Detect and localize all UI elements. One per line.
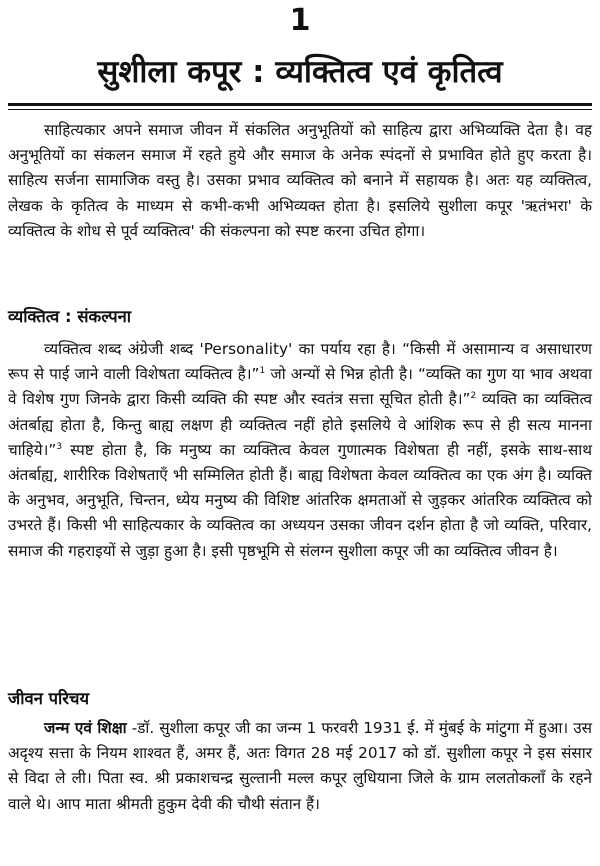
personality-paragraph <box>8 337 592 564</box>
birth-education-lead: जन्म एवं शिक्षा <box>44 719 127 737</box>
footnote-ref-2: 2 <box>470 391 477 402</box>
title-rule-thick <box>8 103 592 106</box>
birth-education-text: -डॉ. सुशीला कपूर जी का जन्म 1 फरवरी 1931 ई. में मुंबई के मांटुगा में हुआ। उस अदृश्य सत्ता के नियम शाश्वत हैं, अमर हैं, अतः विगत 28 मई 2017 को डॉ. सुशीला कपूर ने इस संसार से विदा ले ली। पिता स्व. श्री प्रकाशचन्द्र सुल्तानी मल्ल कपूर लुधियाना जिले के ग्राम ललतोकलाँ के रहने वाले थे। आप माता श्रीमती हुकुम देवी की चौथी संतान हैं। <box>8 719 592 813</box>
chapter-number: 1 <box>289 3 311 38</box>
footnote-ref-3: 3 <box>56 441 63 452</box>
chapter-title: सुशीला कपूर : व्यक्तित्व एवं कृतित्व <box>97 54 503 90</box>
personality-text-part3: व्यक्ति का व्यक्तित्व अंतर्बाह्य होता है, किन्तु बाह्य लक्षण ही व्यक्तित्व नहीं होते इसलिये वे आंशिक रूप से ही सत्य मानना चाहिये।” <box>8 390 592 459</box>
section-heading-personality-concept: व्यक्तित्व : संकल्पना <box>8 307 132 326</box>
title-rule-thin <box>8 109 592 110</box>
footnote-ref-1: 1 <box>259 366 266 377</box>
personality-text-part2: जो अन्यों से भिन्न होती है। “व्यक्ति का गुण या भाव अथवा वे विशेष गुण जिनके द्वारा किसी व्यक्ति की स्पष्ट और स्वतंत्र सत्ता सूचित होती है।” <box>8 365 592 409</box>
personality-text-part4: स्पष्ट होता है, कि मनुष्य का व्यक्तित्व केवल गुणात्मक विशेषता ही नहीं, इसके साथ-साथ अंतर्बाह्य, शारीरिक विशेषताएँ भी सम्मिलित होती हैं। बाह्य विशेषता केवल व्यक्तित्व का एक अंग है। व्यक्ति के अनुभव, अनुभूति, चिन्तन, ध्येय मनुष्य की विशिष्ट आंतरिक क्षमताओं से जुड़कर आंतरिक व्यक्तित्व को उभरते हैं। किसी भी साहित्यकार के व्यक्तित्व का अध्ययन उसका जीवन दर्शन होता है जो व्यक्ति, परिवार, समाज की गहराइयों से जुड़ा हुआ है। इसी पृष्ठभूमि से संलग्न सुशीला कपूर जी का व्यक्तित्व जीवन है। <box>8 440 592 560</box>
birth-education-paragraph <box>8 716 592 817</box>
personality-text-part1: व्यक्तित्व शब्द अंग्रेजी शब्द 'Personality' का पर्याय रहा है। “किसी में असामान्य व असाधारण रूप से पाई जाने वाली विशेषता व्यक्तित्व है।” <box>8 340 592 384</box>
intro-paragraph: साहित्यकार अपने समाज जीवन में संकलित अनुभूतियों को साहित्य द्वारा अभिव्यक्ति देता है। वह अनुभूतियों का संकलन समाज में रहते हुये और समाज के अनेक स्पंदनों से प्रभावित होते हुए करता है। साहित्य सर्जना सामाजिक वस्तु है। उसका प्रभाव व्यक्तित्व को बनाने में सहायक है। अतः यह व्यक्तित्व, लेखक के कृतित्व के माध्यम से कभी-कभी अभिव्यक्त होता है। इसलिये सुशीला कपूर 'ऋतंभरा' के व्यक्तित्व के शोध से पूर्व व्यक्तित्व' की संकल्पना को स्पष्ट करना उचित होगा। <box>8 121 592 240</box>
section-heading-life-intro: जीवन परिचय <box>8 689 90 708</box>
